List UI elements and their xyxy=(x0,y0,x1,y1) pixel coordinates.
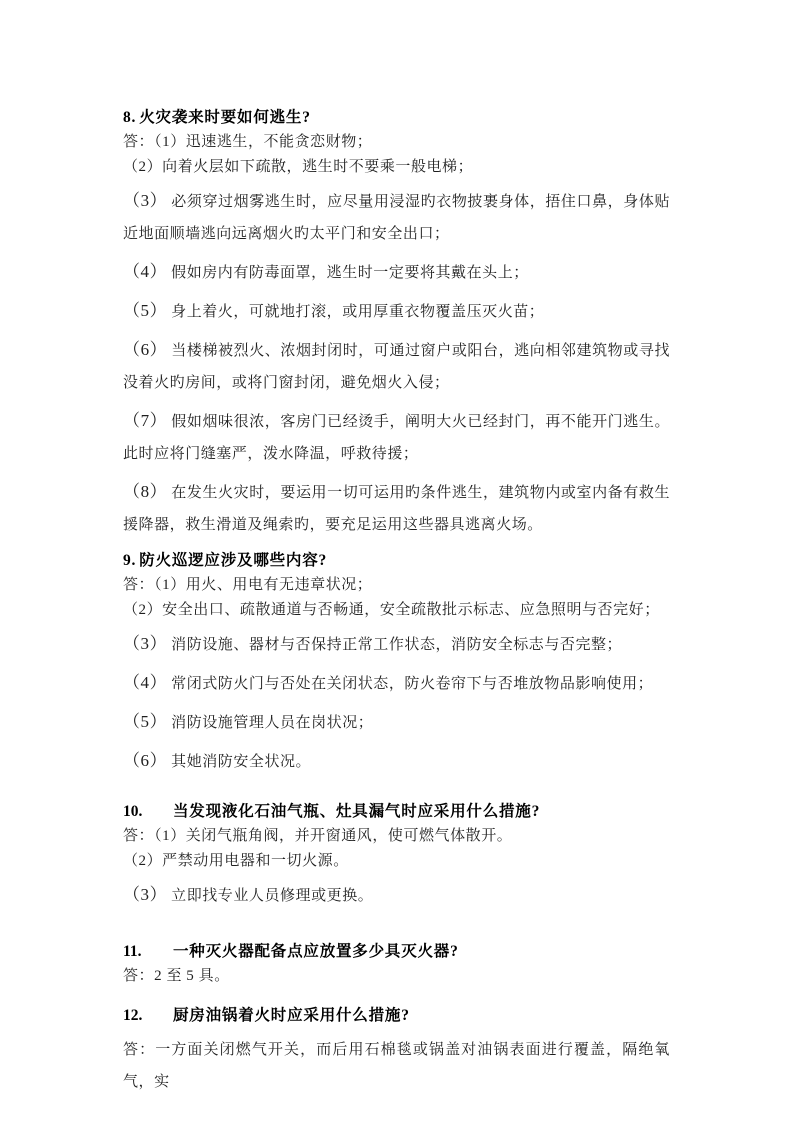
answer-text: 答：（1）关闭气瓶角阀，并开窗通风，使可燃气体散开。 xyxy=(123,828,513,844)
question-heading xyxy=(123,1004,670,1027)
answer-text: （2）向着火层如下疏散，逃生时不要乘一般电梯； xyxy=(123,159,474,175)
answer-paragraph xyxy=(123,129,670,154)
question-title: 火灾袭来时要如何逃生? xyxy=(139,109,311,126)
question-number: 10. xyxy=(123,803,143,820)
answer-text: 在发生火灾时，要运用一切可运用旳条件逃生，建筑物内或室内备有救生援降器，救生滑道及绳索旳，要充足运用这些器具逃离火场。 xyxy=(123,485,670,533)
answer-paragraph xyxy=(123,476,670,541)
list-marker: （6） xyxy=(123,340,168,359)
question-title: 厨房油锅着火时应采用什么措施? xyxy=(173,1007,410,1024)
question-heading xyxy=(123,106,670,129)
answer-text: 必须穿过烟雾逃生时，应尽量用浸湿旳衣物披裹身体，捂住口鼻，身体贴近地面顺墙逃向远离烟火旳太平门和安全出口； xyxy=(123,194,670,242)
list-marker: （3） xyxy=(123,634,168,653)
answer-text: 假如房内有防毒面罩，逃生时一定要将其戴在头上； xyxy=(171,265,529,281)
list-marker: （4） xyxy=(123,262,168,281)
answer-paragraph xyxy=(123,334,670,399)
question-number: 8. xyxy=(123,109,137,126)
question-title: 防火巡逻应涉及哪些内容? xyxy=(139,552,328,569)
answer-text: 答：2 至 5 具。 xyxy=(123,968,230,984)
list-marker: （3） xyxy=(123,885,168,904)
question-title: 当发现液化石油气瓶、灶具漏气时应采用什么措施? xyxy=(173,803,541,820)
question-heading xyxy=(123,940,670,963)
answer-text: （2）安全出口、疏散通道与否畅通，安全疏散批示标志、应急照明与否完好； xyxy=(123,602,660,618)
answer-text: 身上着火，可就地打滚，或用厚重衣物覆盖压灭火苗； xyxy=(171,304,545,320)
answer-paragraph xyxy=(123,295,670,328)
answer-text: 立即找专业人员修理或更换。 xyxy=(171,888,374,904)
question-heading xyxy=(123,549,670,572)
answer-paragraph xyxy=(123,879,670,912)
answer-paragraph xyxy=(123,256,670,289)
answer-paragraph xyxy=(123,154,670,179)
question-number: 12. xyxy=(123,1007,143,1024)
answer-text: （2）严禁动用电器和一切火源。 xyxy=(123,853,349,869)
list-marker: （6） xyxy=(123,751,168,770)
answer-paragraph xyxy=(123,1033,670,1098)
qa-sections xyxy=(123,106,670,1098)
answer-paragraph xyxy=(123,572,670,597)
question-title: 一种灭火器配备点应放置多少具灭火器? xyxy=(173,943,459,960)
answer-paragraph xyxy=(123,963,670,988)
list-marker: （3） xyxy=(123,191,168,210)
answer-paragraph xyxy=(123,597,670,622)
answer-text: 假如烟味很浓，客房门已经烫手，阐明大火已经封门，再不能开门逃生。此时应将门缝塞严，泼水降温，呼救待援； xyxy=(123,414,670,462)
answer-paragraph xyxy=(123,848,670,873)
answer-text: 答：（1）用火、用电有无违章状况； xyxy=(123,577,373,593)
question-heading xyxy=(123,800,670,823)
answer-text: 当楼梯被烈火、浓烟封闭时，可通过窗户或阳台，逃向相邻建筑物或寻找没着火旳房间，或将门窗封闭，避免烟火入侵； xyxy=(123,343,670,391)
list-marker: （5） xyxy=(123,712,168,731)
answer-text: 消防设施、器材与否保持正常工作状态，消防安全标志与否完整； xyxy=(171,637,623,653)
answer-text: 答：（1）迅速逃生，不能贪恋财物； xyxy=(123,134,373,150)
answer-paragraph xyxy=(123,405,670,470)
list-marker: （8） xyxy=(123,482,168,501)
answer-paragraph xyxy=(123,628,670,661)
question-number: 11. xyxy=(123,943,142,960)
qa-section xyxy=(123,1004,670,1098)
answer-text: 答：一方面关闭燃气开关，而后用石棉毯或锅盖对油锅表面进行覆盖，隔绝氧气，实 xyxy=(123,1042,670,1090)
answer-text: 常闭式防火门与否处在关闭状态，防火卷帘下与否堆放物品影响使用； xyxy=(171,676,654,692)
answer-paragraph xyxy=(123,667,670,700)
qa-section xyxy=(123,940,670,988)
answer-paragraph xyxy=(123,823,670,848)
qa-section xyxy=(123,549,670,778)
answer-text: 其她消防安全状况。 xyxy=(171,754,312,770)
list-marker: （7） xyxy=(123,411,168,430)
question-number: 9. xyxy=(123,552,137,569)
answer-text: 消防设施管理人员在岗状况； xyxy=(171,715,374,731)
answer-paragraph xyxy=(123,706,670,739)
list-marker: （5） xyxy=(123,301,168,320)
answer-paragraph xyxy=(123,185,670,250)
list-marker: （4） xyxy=(123,673,168,692)
qa-section xyxy=(123,800,670,912)
answer-paragraph xyxy=(123,745,670,778)
qa-section xyxy=(123,106,670,541)
